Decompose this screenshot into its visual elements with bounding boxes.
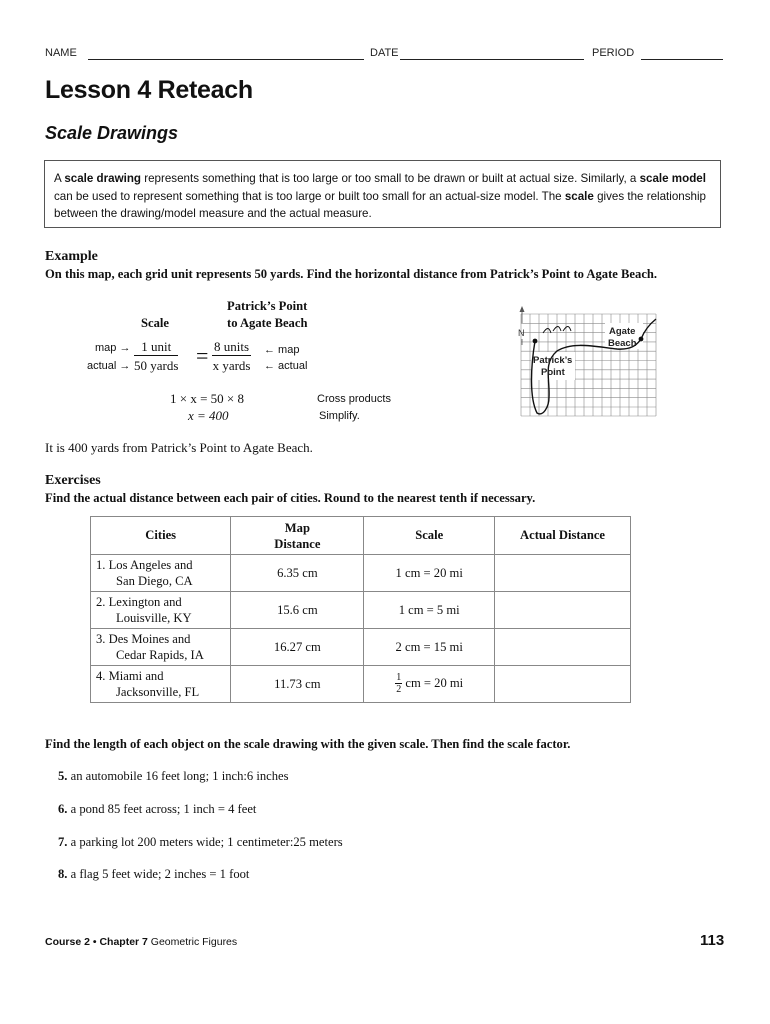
equals-sign: = bbox=[196, 343, 209, 368]
pp-heading-1: Patrick’s Point bbox=[227, 299, 308, 313]
exercise-item-6 bbox=[58, 802, 256, 817]
city-pair bbox=[91, 555, 231, 592]
city-line1: 2. Lexington and bbox=[96, 595, 182, 609]
col-scale: Scale bbox=[364, 517, 495, 555]
exercises-heading: Exercises bbox=[45, 473, 101, 488]
definition-text-4: gives the relationship between the drawing/model measure and the actual measure. bbox=[54, 189, 706, 220]
item-text: a parking lot 200 meters wide; 1 centimeter:25 meters bbox=[67, 835, 343, 849]
example-map bbox=[513, 305, 659, 419]
scale-cell: 1 cm = 20 mi bbox=[364, 555, 495, 592]
item-text: a flag 5 feet wide; 2 inches = 1 foot bbox=[67, 867, 250, 881]
pp-heading-2: to Agate Beach bbox=[227, 316, 308, 330]
city-line1: 1. Los Angeles and bbox=[96, 558, 193, 572]
item-text: an automobile 16 feet long; 1 inch:6 inches bbox=[67, 769, 289, 783]
city-pair bbox=[91, 592, 231, 629]
lesson-title: Lesson 4 Reteach bbox=[45, 76, 253, 104]
distance-table bbox=[90, 516, 631, 703]
frac1-denominator: 50 yards bbox=[134, 358, 179, 373]
scale-cell: 2 cm = 15 mi bbox=[364, 629, 495, 666]
agate-label-1: Agate bbox=[609, 326, 636, 337]
example-instruction: On this map, each grid unit represents 50 yards. Find the horizontal distance from Patrick’s Point to Agate Beach. bbox=[45, 267, 658, 281]
item-number: 8. bbox=[58, 867, 68, 881]
frac2-denominator: x yards bbox=[212, 358, 251, 373]
equation-line-2: x = 400 bbox=[188, 408, 229, 423]
patricks-label-1: Patrick’s bbox=[533, 355, 573, 366]
date-label: DATE bbox=[370, 47, 399, 59]
actual-distance-cell[interactable] bbox=[495, 629, 631, 666]
city-line2: Louisville, KY bbox=[116, 611, 192, 625]
map-arrow-label: ← map bbox=[264, 344, 300, 356]
term-scale: scale bbox=[564, 189, 594, 203]
frac2-numerator: 8 units bbox=[214, 339, 250, 354]
map-distance-cell: 6.35 cm bbox=[231, 555, 364, 592]
table-row bbox=[91, 629, 631, 666]
scale-cell: 1 cm = 5 mi bbox=[364, 592, 495, 629]
frac1-numerator: 1 unit bbox=[134, 339, 178, 356]
city-line2: Jacksonville, FL bbox=[116, 685, 200, 699]
item-text: a pond 85 feet across; 1 inch = 4 feet bbox=[67, 802, 257, 816]
map-distance-cell: 11.73 cm bbox=[231, 666, 364, 703]
example-conclusion: It is 400 yards from Patrick’s Point to Agate Beach. bbox=[45, 440, 313, 455]
scale-cell bbox=[364, 666, 495, 703]
scale-frac-den: 2 bbox=[396, 684, 402, 695]
col-actual-distance: Actual Distance bbox=[495, 517, 631, 555]
definition-text-2: represents something that is too large or too small to be drawn or built at actual size. Similarly, a bbox=[141, 172, 640, 185]
item-number: 6. bbox=[58, 802, 68, 816]
col-map-distance bbox=[231, 517, 364, 555]
table-row bbox=[91, 555, 631, 592]
city-pair bbox=[91, 629, 231, 666]
item-number: 5. bbox=[58, 769, 68, 783]
period-line[interactable] bbox=[641, 59, 723, 60]
term-scale-model: scale model bbox=[639, 172, 706, 185]
exercises-instruction: Find the actual distance between each pair of cities. Round to the nearest tenth if necessary. bbox=[45, 491, 536, 505]
city-line1: 3. Des Moines and bbox=[96, 632, 191, 646]
city-line2: Cedar Rapids, IA bbox=[116, 648, 204, 662]
city-pair bbox=[91, 666, 231, 703]
scale-frac-num: 1 bbox=[396, 672, 402, 683]
table-row bbox=[91, 666, 631, 703]
exercises-instruction-2: Find the length of each object on the scale drawing with the given scale. Then find the scale factor. bbox=[45, 737, 571, 751]
item-number: 7. bbox=[58, 835, 68, 849]
footer-chapter-title: Geometric Figures bbox=[147, 936, 238, 948]
scale-fraction bbox=[395, 673, 402, 695]
city-line1: 4. Miami and bbox=[96, 669, 164, 683]
name-label: NAME bbox=[45, 47, 77, 59]
actual-distance-cell[interactable] bbox=[495, 592, 631, 629]
table-row bbox=[91, 592, 631, 629]
col-cities: Cities bbox=[91, 517, 231, 555]
city-line2: San Diego, CA bbox=[116, 574, 193, 588]
col-map-line2: Distance bbox=[274, 536, 321, 551]
proportion-fraction-2 bbox=[212, 339, 251, 373]
equation-line-1: 1 × x = 50 × 8 bbox=[170, 391, 244, 406]
north-arrow-icon bbox=[520, 306, 525, 312]
actual-label: actual → bbox=[87, 360, 131, 372]
term-scale-drawing: scale drawing bbox=[64, 172, 142, 185]
date-line[interactable] bbox=[400, 59, 584, 60]
page-number: 113 bbox=[700, 932, 725, 949]
example-heading: Example bbox=[45, 249, 98, 264]
col-map-line1: Map bbox=[284, 520, 310, 535]
patricks-point-dot bbox=[533, 339, 538, 344]
map-distance-cell: 15.6 cm bbox=[231, 592, 364, 629]
map-distance-cell: 16.27 cm bbox=[231, 629, 364, 666]
scale-rest: cm = 20 mi bbox=[405, 675, 464, 690]
scale-heading: Scale bbox=[141, 316, 169, 330]
north-label: N bbox=[518, 328, 525, 338]
table-header-row bbox=[91, 517, 631, 555]
exercise-item-8 bbox=[58, 867, 249, 882]
patricks-label-2: Point bbox=[541, 367, 565, 378]
footer-course bbox=[45, 936, 237, 948]
actual-arrow-label: ← actual bbox=[264, 360, 308, 372]
lesson-subtitle: Scale Drawings bbox=[45, 123, 179, 143]
map-label: map → bbox=[95, 342, 131, 354]
proportion-fraction-1 bbox=[134, 339, 178, 373]
actual-distance-cell[interactable] bbox=[495, 666, 631, 703]
actual-distance-cell[interactable] bbox=[495, 555, 631, 592]
definition-box bbox=[44, 160, 721, 228]
definition-text-3: can be used to represent something that is too large or built too small for an actual-size model. The bbox=[54, 189, 565, 203]
name-line[interactable] bbox=[88, 59, 364, 60]
agate-label-2: Beach bbox=[608, 338, 637, 349]
period-label: PERIOD bbox=[592, 47, 635, 59]
definition-text-1: A bbox=[54, 172, 65, 185]
step-simplify: Simplify. bbox=[319, 410, 360, 422]
step-cross-products: Cross products bbox=[317, 393, 391, 405]
exercise-item-5 bbox=[58, 769, 289, 784]
agate-beach-dot bbox=[639, 337, 644, 342]
footer-course-chapter: Course 2 • Chapter 7 bbox=[45, 936, 148, 948]
exercise-item-7 bbox=[58, 835, 343, 850]
